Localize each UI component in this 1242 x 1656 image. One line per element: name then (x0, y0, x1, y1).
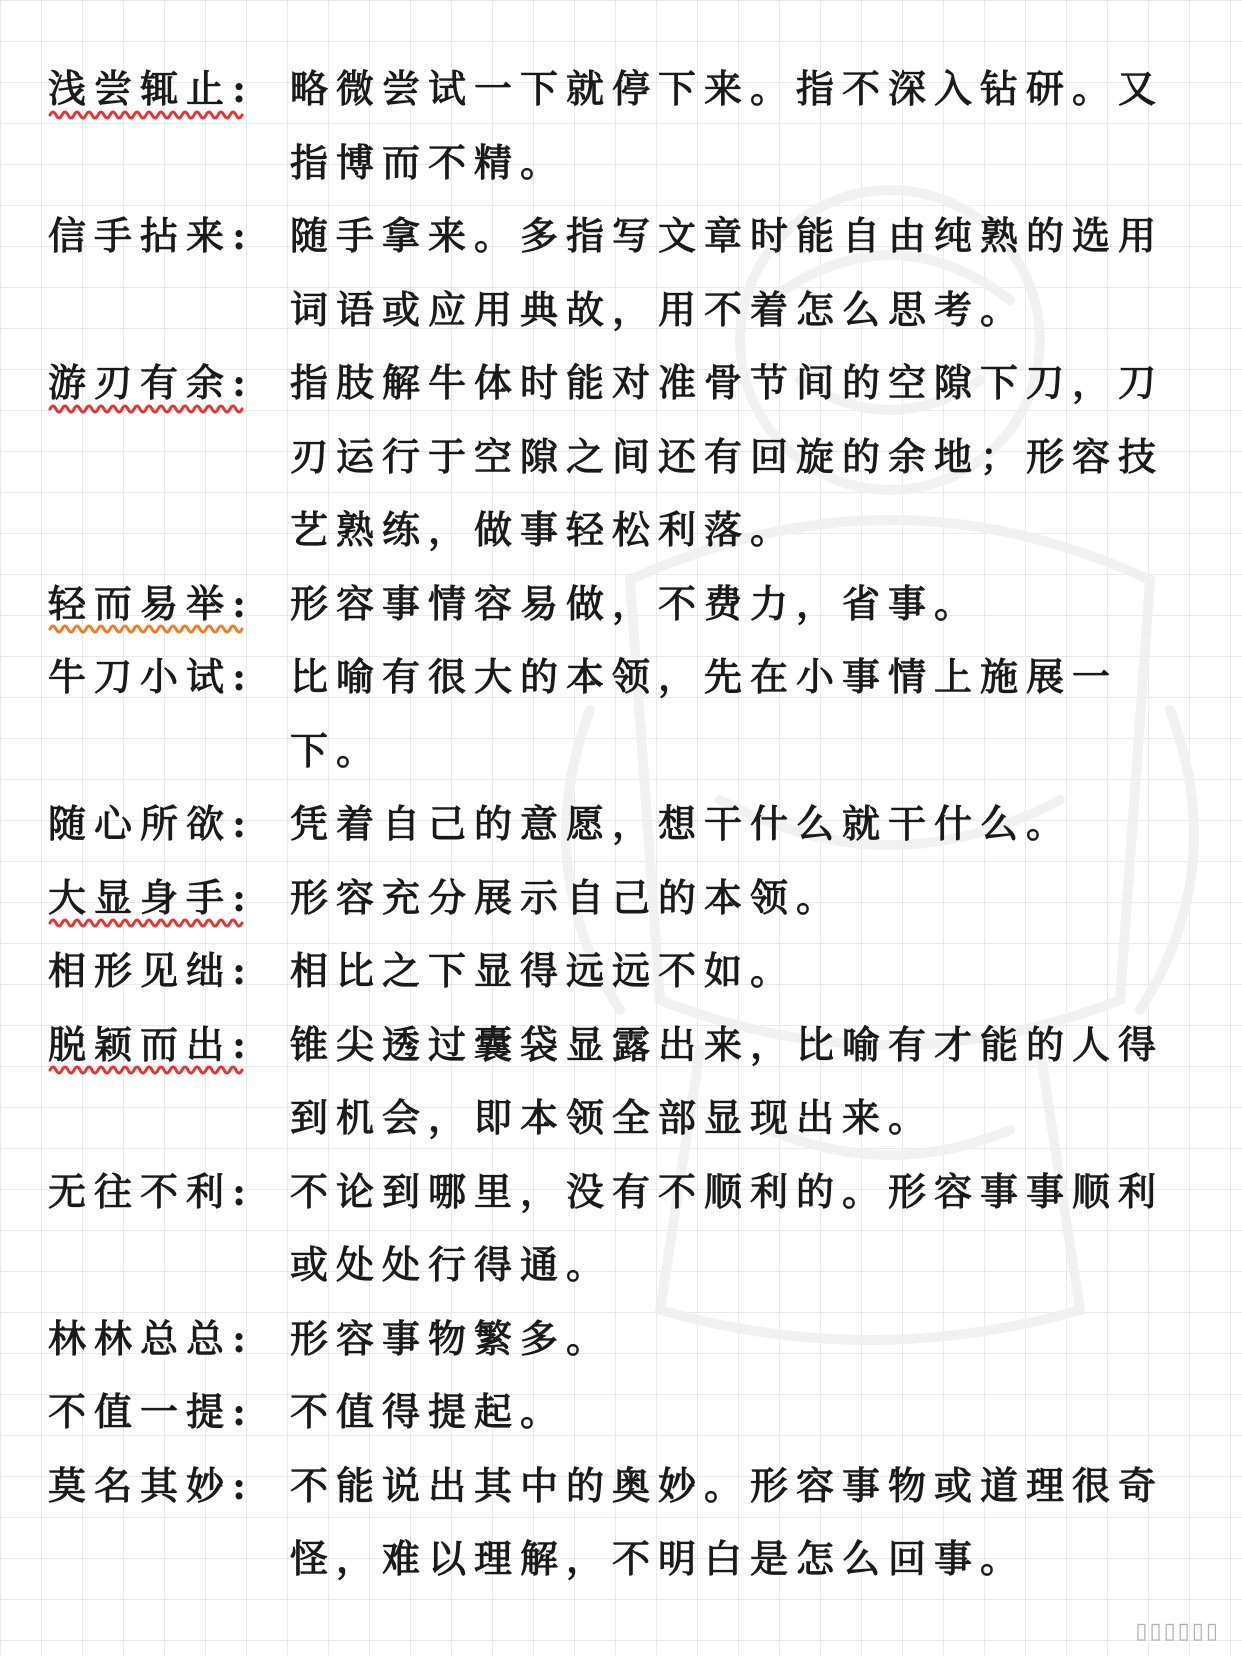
idiom-colon: : (232, 874, 255, 920)
idiom-term (48, 199, 290, 273)
idiom-definition: 凭着自己的意愿，想干什么就干什么。 (290, 801, 1073, 846)
idiom-list (48, 52, 1208, 1596)
idiom-colon: : (232, 1462, 255, 1508)
idiom-entry (48, 934, 1208, 1008)
idiom-text: 大显身手 (48, 874, 233, 920)
idiom-term (48, 861, 290, 935)
idiom-entry (48, 787, 1208, 861)
idiom-definition: 不值得提起。 (290, 1389, 567, 1434)
idiom-definition: 随手拿来。多指写文章时能自由纯熟的选用词语或应用典故，用不着怎么思考。 (290, 213, 1165, 332)
idiom-text: 莫名其妙 (48, 1462, 233, 1508)
idiom-text: 无往不利 (48, 1168, 233, 1214)
idiom-term (48, 1008, 290, 1082)
idiom-term (48, 567, 290, 641)
idiom-term (48, 1375, 290, 1449)
watermark-badge: ▯▯▯▯▯▯ (1135, 1619, 1220, 1644)
idiom-colon: : (232, 66, 255, 111)
idiom-colon: : (232, 1168, 255, 1214)
idiom-colon: : (232, 654, 255, 699)
idiom-definition: 比喻有很大的本领，先在小事情上施展一下。 (290, 654, 1119, 773)
idiom-colon: : (232, 948, 255, 993)
idiom-text: 游刃有余 (48, 360, 233, 405)
idiom-term (48, 1449, 290, 1523)
idiom-colon: : (232, 1315, 255, 1361)
idiom-text: 牛刀小试 (48, 654, 233, 699)
idiom-definition: 形容事情容易做，不费力，省事。 (290, 580, 981, 626)
idiom-definition: 不论到哪里，没有不顺利的。形容事事顺利或处处行得通。 (290, 1168, 1165, 1287)
idiom-entry (48, 640, 1208, 787)
idiom-term (48, 346, 290, 420)
idiom-text: 不值一提 (48, 1389, 233, 1434)
idiom-entry (48, 1375, 1208, 1449)
idiom-entry (48, 861, 1208, 935)
idiom-colon: : (232, 1021, 255, 1067)
idiom-definition: 形容充分展示自己的本领。 (290, 874, 843, 920)
idiom-text: 林林总总 (48, 1315, 233, 1361)
idiom-text: 脱颖而出 (48, 1021, 233, 1067)
idiom-term (48, 640, 290, 714)
idiom-entry (48, 1155, 1208, 1302)
idiom-colon: : (232, 801, 255, 846)
idiom-entry (48, 567, 1208, 641)
idiom-text: 轻而易举 (48, 580, 233, 626)
idiom-entry (48, 1302, 1208, 1376)
idiom-definition: 指肢解牛体时能对准骨节间的空隙下刀，刀刃运行于空隙之间还有回旋的余地；形容技艺熟练，做事轻松利落。 (290, 360, 1165, 552)
idiom-colon: : (232, 360, 255, 405)
idiom-term (48, 52, 290, 126)
idiom-definition: 相比之下显得远远不如。 (290, 948, 797, 993)
idiom-entry (48, 346, 1208, 567)
idiom-term (48, 787, 290, 861)
idiom-definition: 锥尖透过囊袋显露出来，比喻有才能的人得到机会，即本领全部显现出来。 (290, 1021, 1165, 1140)
idiom-colon: : (232, 580, 255, 626)
idiom-colon: : (232, 1389, 255, 1434)
idiom-definition: 形容事物繁多。 (290, 1315, 613, 1361)
idiom-term (48, 934, 290, 1008)
idiom-entry (48, 1449, 1208, 1596)
idiom-entry (48, 1008, 1208, 1155)
idiom-entry (48, 52, 1208, 199)
idiom-colon: : (232, 213, 255, 258)
idiom-term (48, 1155, 290, 1229)
idiom-text: 相形见绌 (48, 948, 233, 993)
idiom-text: 信手拈来 (48, 213, 233, 258)
idiom-entry (48, 199, 1208, 346)
idiom-definition: 不能说出其中的奥妙。形容事物或道理很奇怪，难以理解，不明白是怎么回事。 (290, 1462, 1165, 1581)
idiom-definition: 略微尝试一下就停下来。指不深入钻研。又指博而不精。 (290, 66, 1165, 185)
idiom-term (48, 1302, 290, 1376)
idiom-text: 随心所欲 (48, 801, 233, 846)
idiom-text: 浅尝辄止 (48, 66, 233, 111)
